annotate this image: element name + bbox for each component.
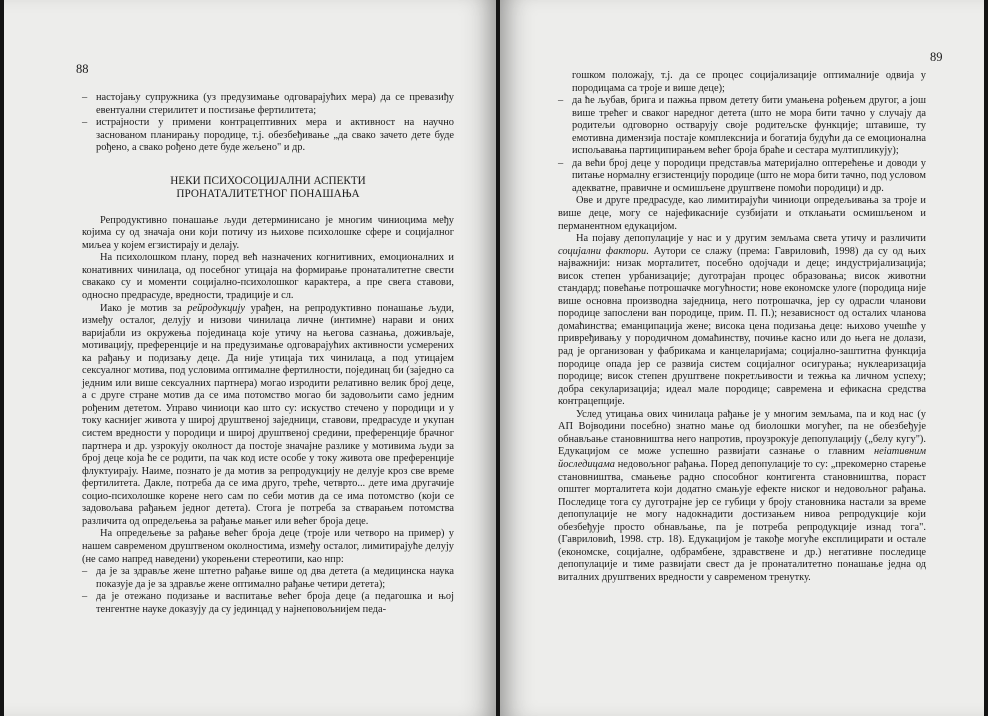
dash-marker: –: [558, 95, 564, 107]
emphasis-term: социјални фактори: [558, 245, 647, 257]
left-page: [4, 0, 496, 716]
bullet-item: [558, 158, 926, 196]
continued-line: [558, 70, 926, 95]
dash-marker: –: [82, 591, 88, 603]
bullet-item: [82, 117, 454, 155]
dash-marker: –: [82, 92, 88, 103]
emphasis-term: неіативним йоследицама: [558, 446, 926, 470]
bullet-text: настојању супружника (уз предузимање одговарајућих мера) да се превазиђу евентуални стерилитет и постизање фертилитета;: [96, 92, 454, 116]
right-text-column: [558, 70, 926, 584]
bullet-text: да већи број деце у породици представља материјално оптерећење и доводи у питање нормалну егзистенцију породице (што не мора бити тачно, под условом адекватне, правичне и осмишљене друштвене помоћи породици) и др.: [572, 157, 926, 194]
emphasis-term: рейродукцију: [187, 302, 246, 314]
bullet-text: да је отежано подизање и васпитање већег броја деце (а педагошка и њој тенгентне науке доказују да су јединцад у најнеповољнијем педа-: [96, 591, 454, 615]
page-number: 89: [930, 50, 943, 64]
text-run: Услед утицања ових чинилаца рађање је у многим земљама, па и код нас (у АП Војводини посебно) знатно мање од биолошки могућег, па не обезбеђује обнављање становништва него напротив, проузрокује депопулацију („белу кугу"). Едукацијом се може успешно развијати сазнање о главним: [558, 408, 926, 458]
bullet-text: да је за здравље жене штетно рађање више од два детета (а медицинска наука показује да је за здравље жене оптимално рађање четири детета);: [96, 566, 454, 590]
paragraph: [558, 409, 926, 585]
right-page: [500, 0, 984, 716]
paragraph: [558, 233, 926, 409]
paragraph: Репродуктивно понашање људи детерминисано је многим чиниоцима међу којима су од значаја они који потичу из њихове психолошке сфере и социјалног миљеа у којем егзистирају и делају.: [82, 214, 454, 251]
left-text-column: [82, 92, 454, 616]
dash-marker: –: [558, 157, 564, 169]
page-number: 88: [76, 62, 89, 76]
paragraph: Ове и друге предрасуде, као лимитирајући чиниоци опредељивања за троје и више деце, могу се најефикасније сузбијати и отклањати осмишљеном и перманентном едукацијом.: [558, 195, 926, 232]
text-run: Иако је мотив за: [100, 302, 188, 314]
heading-line: ПРОНАТАЛИТЕТНОГ ПОНАШАЊА: [176, 188, 360, 201]
paragraph: [82, 303, 454, 529]
dash-marker: –: [82, 117, 88, 129]
bullet-text: гошком положају, т.ј. да се процес социјализације оптималније одвија у породицама са троје и више деце);: [572, 70, 926, 94]
section-heading: [82, 175, 454, 202]
bullet-item: [82, 92, 454, 117]
paragraph: На опредељење за рађање већег броја деце (троје или четворо на пример) у нашем савременом друштвеном околностима, између осталог, лимитирајуће делују (не само напред наведени) укорењени стереотипи, као нпр:: [82, 528, 454, 565]
bullet-text: истрајности у примени контрацептивних мера и активност на научно заснованом планирању породице, т.ј. обезбеђивање „да свако зачето дете буде рођено, а свако рођено дете буде жељено" и др.: [96, 117, 454, 154]
bullet-item: [558, 95, 926, 158]
bullet-text: да ће љубав, брига и пажња првом детету бити умањена рођењем другог, а још више трећег и сваког наредног детета (што не мора бити тачно у случају да родитељи одговорно остварују своје родитељске функције; штавише, ту емотивна димензија постаје комплекснија и богатија будући да се емоционална испољавања партиципирањем већег броја браће и сестара мултипликују);: [572, 95, 926, 157]
bullet-item: [82, 566, 454, 591]
text-run: недовољног рађања. Поред депопулације то су: „прекомерно старење становништва, смањење радно способног контигента становништва, пораст општег морталитета који додатно смањује ефекте ниског и недовољног рађања. Последице тога су дуготрајне јер се губици у броју становника настали за време депопулације не могу надокнадити достизањем нивоа репродукције који обезбеђује просто обнављање, па је потреба репродукције изнад тога". (Гавриловић, 1998. стр. 18). Едукацијом је такође могуће експлицирати и остале (економске, социјалне, одбрамбене, здравствене и др.) негативне последице депопулације и тиме развијати свест да је пронаталитетно понашање једна од виталних друштвених вредности у савременом тренутку.: [558, 458, 926, 583]
text-run: урађен, на репродуктивно понашање људи, између осталог, делују и низови чинилаца личне (интимне) нарави и оних варијабли из окружења појединаца које утичу на његова сазнања, доживљаје, мотивацију, преференције и на предузимање одговарајућих активности усмерених ка рађању и подизању деце. Да није утицаја тих чинилаца, а под утицајем сексуалног мотива, под условима оптималне фертилности, појединац би (заједно са једним или више сексуалних партнера) могао изродити релативно велик број деце, а с друге стране мотив да се има потомство могао би задовољити само једним рођеним дететом. Управо чиниоци као што су: искуство стечено у породици и у току каснијег живота у широј друштвеној заједници, ставови, предрасуде и укупан систем вредности у породици и широј друштвеној средини, преференције брачног партнера и др. узрокују околност да постоје значајне разлике у мотивима људи за број деце која ће се родити, па чак код исте особе у току живота ове преференције флуктуирају. Наиме, познато је да мотив за репродукцију не делује кроз све време фертилитета. Дакле, потреба да се има друго, треће, четврто... дете има другачије социо-психолошке корене него сам по себи мотив да се има потомство (који се задовољава рађањем једног детета). Стога је потреба за стварањем потомства различита од опредељења за рађање мањег или већег броја деце.: [82, 302, 455, 527]
heading-line: НЕКИ ПСИХОСОЦИЈАЛНИ АСПЕКТИ: [170, 174, 366, 187]
text-run: На појаву депопулације у нас и у другим земљама света утичу и различити: [576, 233, 926, 245]
text-run: . Аутори се слажу (према: Гавриловић, 1998) да су од њих најважнији: низак морталитет, посебно одојчади и деце; индустријализација; висок степен урбанизације; дуготрајан процес образовања; висок животни стандард; повећање потрошачке могућности; нове економске улоге (породица није више основна производна заједница, него потрошачка, јер су одрасли чланови породице запослени ван породице, прим. П. П.); независност од осталих чланова домаћинства; еманципација жене; висока цена подизања деце: њихово учешће у привређивању у породичном домаћинству, почиње касно или до њега не долази, рад је организован у фабрикама и канцеларијама; социјално-заштитна функција породице опада јер се развија систем социјалног осигурања; нуклеаризација породице; висок степен друштвене покретљивости и тежња ка личном успеху; добра секуларизација; идеал мале породице; савремена и ефикасна средства контрацепције.: [558, 245, 926, 408]
paragraph: На психолошком плану, поред већ назначених когнитивних, емоционалних и конативних чинилаца, од посебног утицаја на формирање пронаталитетне свести свакако су и моменти социјално-психолошког карактера, а пре свега ставови, односно предрасуде, вредности, традиције и сл.: [82, 252, 454, 302]
bullet-item: [82, 591, 454, 616]
dash-marker: –: [82, 566, 88, 578]
